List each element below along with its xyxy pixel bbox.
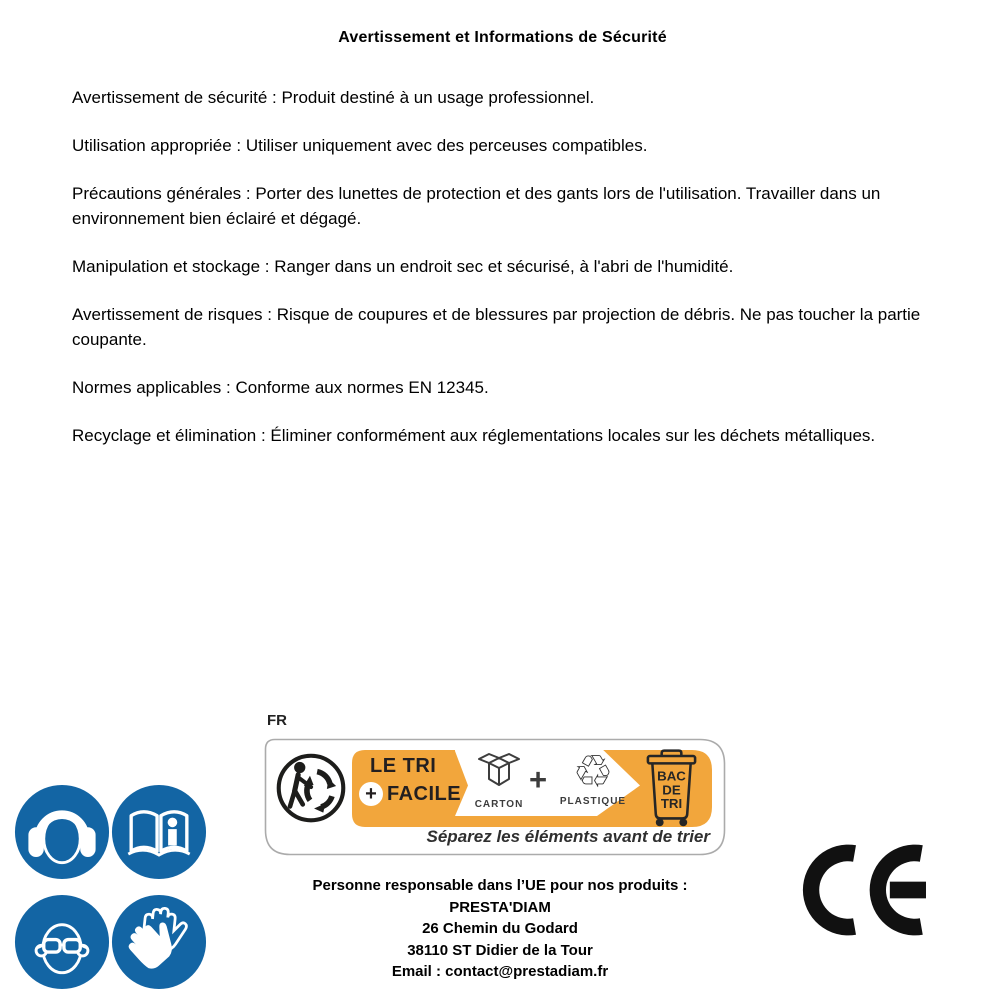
paragraph-recycling-disposal: Recyclage et élimination : Éliminer conformément aux réglementations locales sur les déchets métalliques.	[72, 426, 876, 445]
plus-badge: +	[359, 782, 383, 806]
paragraph-handling-storage: Manipulation et stockage : Ranger dans un endroit sec et sécurisé, à l'abri de l'humidité.	[72, 257, 734, 276]
bin-label-line-2: DE	[662, 782, 681, 798]
address-street: 26 Chemin du Godard	[422, 920, 578, 937]
le-tri-text: LE TRI	[370, 755, 437, 777]
paragraph-risk-warning: Avertissement de risques : Risque de coupures et de blessures par projection de débris. Ne pas toucher la partie coupante.	[72, 305, 921, 349]
le-tri-facile-wordmark	[359, 755, 461, 806]
carton-label: CARTON	[474, 799, 524, 810]
wear-safety-glasses-icon	[14, 894, 110, 990]
wear-ear-protection-icon	[14, 784, 110, 880]
paragraph-appropriate-use: Utilisation appropriée : Utiliser uniquement avec des perceuses compatibles.	[72, 136, 648, 155]
wear-protective-gloves-icon	[111, 894, 207, 990]
material-carton	[458, 749, 540, 810]
page-title: Avertissement et Informations de Sécurité	[338, 29, 667, 46]
ce-mark-icon	[796, 839, 941, 941]
responsible-party-intro: Personne responsable dans l’UE pour nos produits :	[312, 877, 688, 894]
address-city: 38110 ST Didier de la Tour	[407, 941, 593, 959]
read-instruction-manual-icon	[111, 784, 207, 880]
bin-label-line-1: BAC	[657, 768, 686, 784]
paragraph-general-precautions: Précautions générales : Porter des lunettes de protection et des gants lors de l'utilisation. Travailler dans un environnement bien éclairé et dégagé.	[72, 184, 881, 228]
sorting-tagline: Séparez les éléments avant de trier	[426, 827, 710, 846]
plastique-label: PLASTIQUE	[559, 796, 627, 807]
company-name: PRESTA'DIAM	[449, 898, 551, 916]
mandatory-safety-icons	[14, 784, 207, 990]
sorting-bin-icon	[643, 746, 700, 827]
triman-recycling-icon	[276, 745, 346, 829]
recycling-sorting-banner	[264, 738, 726, 856]
facile-text: FACILE	[387, 782, 462, 805]
materials-plus-sign: +	[529, 762, 548, 797]
bin-label-line-3: TRI	[660, 796, 683, 812]
responsible-party-block	[250, 875, 750, 983]
cardboard-box-icon	[474, 749, 524, 793]
safety-text-block	[72, 85, 944, 471]
contact-email: Email : contact@prestadiam.fr	[391, 963, 609, 980]
recycling-triangle-icon: ♲	[572, 745, 614, 798]
material-plastique	[552, 745, 634, 807]
paragraph-safety-warning: Avertissement de sécurité : Produit destiné à un usage professionnel.	[72, 88, 595, 107]
paragraph-standards: Normes applicables : Conforme aux normes EN 12345.	[72, 378, 489, 397]
country-code-label: FR	[267, 712, 287, 729]
